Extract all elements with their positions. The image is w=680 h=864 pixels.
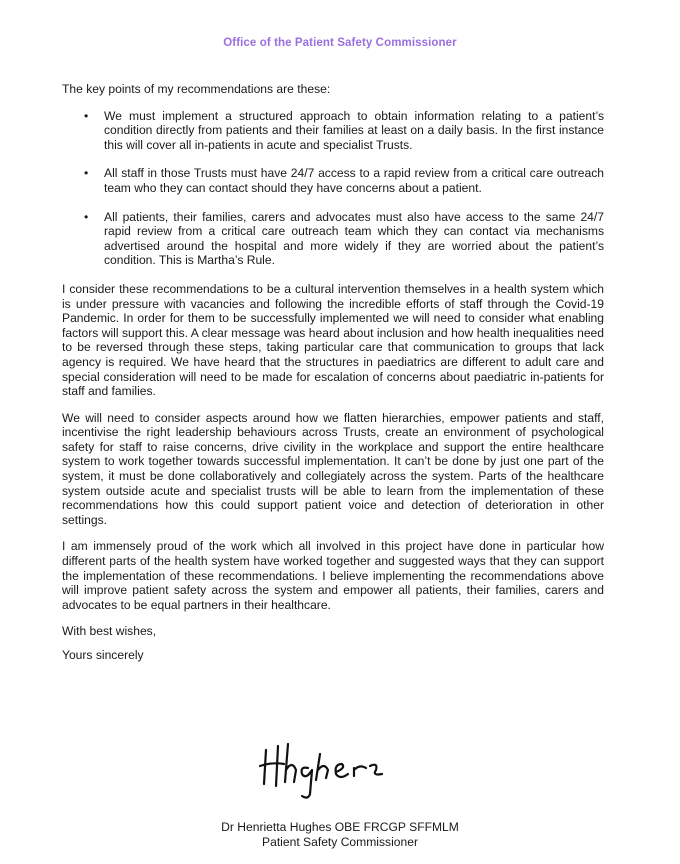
bullet-icon: • <box>84 108 89 123</box>
recommendations-list <box>62 109 604 268</box>
recommendation-text: We must implement a structured approach to obtain information relating to a patient’s condition directly from patients and their families at least on a daily basis. In the first instance this will cover all in-patients in acute and specialist Trusts. <box>104 108 604 152</box>
paragraph-proud-of-work: I am immensely proud of the work which all involved in this project have done in particular how different parts of the health system have worked together and suggested ways that they can support the implementation of these recommendations. I believe implementing the recommendations above will improve patient safety across the system and empower all patients, their families, carers and advocates to be equal partners in their healthcare. <box>62 539 604 612</box>
recommendation-text: All patients, their families, carers and advocates must also have access to the same 24/7 rapid review from a critical care outreach team which they can contact via mechanisms advertised around the hospital and more widely if they are worried about the patient’s condition. This is Martha’s Rule. <box>104 209 604 268</box>
paragraph-cultural-intervention: I consider these recommendations to be a cultural intervention themselves in a health system which is under pressure with vacancies and following the incredible efforts of staff through the Covid-19 Pandemic. In order for them to be successfully implemented we will need to consider what enabling factors will support this. A clear message was heard about inclusion and how health inequalities need to be reversed through these steps, taking particular care that communication to groups that lack agency is required. We have heard that the structures in paediatrics are different to adult care and special consideration will need to be made for escalation of concerns about paediatric in-patients for staff and families. <box>62 281 604 399</box>
intro-line: The key points of my recommendations are these: <box>62 82 331 96</box>
signatory-name: Dr Henrietta Hughes OBE FRCGP SFFMLM <box>221 820 459 834</box>
list-item <box>62 109 604 153</box>
closing-best-wishes: With best wishes, <box>62 624 157 639</box>
list-item <box>62 210 604 268</box>
closing-yours-sincerely: Yours sincerely <box>62 648 144 662</box>
recommendation-text: All staff in those Trusts must have 24/7 access to a rapid review from a critical care outreach team who they can contact should they have concerns about a patient. <box>104 166 604 195</box>
list-item <box>62 166 604 195</box>
office-header: Office of the Patient Safety Commissioner <box>223 37 457 49</box>
bullet-icon: • <box>84 166 89 181</box>
handwritten-signature <box>258 740 398 800</box>
signatory-role: Patient Safety Commissioner <box>262 835 418 849</box>
paragraph-flatten-hierarchies: We will need to consider aspects around how we flatten hierarchies, empower patients and staff, incentivise the right leadership behaviours across Trusts, create an environment of psychological safety for staff to raise concerns, drive civility in the workplace and support the entire healthcare system to work together towards successful implementation. It can’t be done by just one part of the system, it must be done collaboratively and collegiately across the system. Parts of the healthcare system outside acute and specialist trusts will be able to learn from the implementation of these recommendations how this could support patient voice and detection of deterioration in other settings. <box>62 410 604 527</box>
signature-block <box>0 820 680 850</box>
letter-body <box>62 82 604 672</box>
bullet-icon: • <box>84 209 89 224</box>
